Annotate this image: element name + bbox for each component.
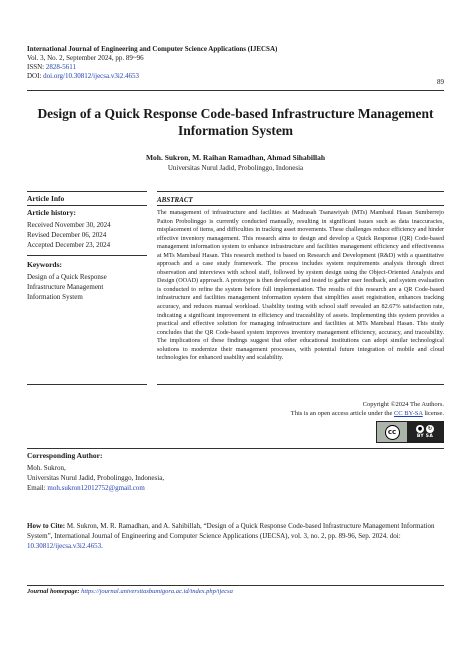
footer-rule: [27, 585, 444, 586]
issn-line: ISSN: 2828-5611: [27, 63, 76, 71]
cc-icon: cc: [385, 425, 400, 440]
abstract-rule: [157, 205, 444, 206]
journal-homepage: Journal homepage: https://journal.universitasbumigora.ac.id/index.php/ijecsa: [27, 588, 233, 595]
doi-line: DOI: doi.org/10.30812/ijecsa.v3i2.4653: [27, 72, 140, 80]
article-history-heading: Article history:: [27, 208, 76, 217]
keywords-heading: Keywords:: [27, 260, 62, 269]
corresponding-author: [27, 463, 164, 493]
author-email-line: Email: moh.sukron12012752@gmail.com: [27, 484, 145, 492]
cc-badge-text: BY SA: [416, 434, 434, 439]
doi-link[interactable]: doi.org/10.30812/ijecsa.v3i2.4653: [43, 72, 140, 80]
by-icon: ●: [417, 426, 423, 432]
header-divider: [27, 90, 444, 91]
corresponding-heading: Corresponding Author:: [27, 451, 103, 460]
article-info-top-rule: [27, 191, 147, 192]
article-history: [27, 220, 111, 250]
issn-link[interactable]: 2828-5611: [45, 63, 76, 71]
abstract-heading: ABSTRACT: [157, 196, 193, 204]
journal-name: International Journal of Engineering and Computer Science Applications (IJECSA): [27, 45, 278, 53]
keywords-list: Design of a Quick Response Infrastructure Management Information System: [27, 273, 107, 301]
author-email-link[interactable]: moh.sukron12012752@gmail.com: [47, 484, 145, 492]
corresponding-rule: [27, 448, 444, 449]
author-address: Universitas Nurul Jadid, Probolinggo, Indonesia,: [27, 474, 165, 482]
license-line: This is an open access article under the CC BY-SA license.: [290, 410, 444, 417]
share-alike-icon: ↻: [427, 426, 433, 432]
author-name: Moh. Sukron,: [27, 464, 66, 472]
authors: Moh. Sukron, M. Raihan Ramadhan, Ahmad Sihabillah: [145, 153, 326, 162]
journal-header: [27, 45, 277, 81]
homepage-link[interactable]: https://journal.universitasbumigora.ac.id/index.php/ijecsa: [81, 588, 233, 595]
article-info-bottom-rule: [27, 384, 147, 385]
revised-date: Revised December 06, 2024: [27, 231, 107, 239]
affiliation: Universitas Nurul Jadid, Probolinggo, Indonesia: [167, 164, 304, 172]
article-info-heading: Article Info: [27, 194, 65, 203]
abstract-bottom-rule: [157, 384, 444, 385]
abstract-top-rule: [157, 191, 444, 192]
copyright-line: Copyright ©2024 The Authors.: [362, 401, 444, 408]
cc-by-sa-badge[interactable]: [376, 421, 444, 443]
page-number: 89: [437, 78, 444, 86]
received-date: Received November 30, 2024: [27, 221, 111, 229]
paper-title: Design of a Quick Response Code-based Infrastructure Management Information System: [37, 106, 434, 138]
accepted-date: Accepted December 23, 2024: [27, 241, 111, 249]
copyright-notice: [291, 400, 444, 418]
volume-info: Vol. 3, No. 2, September 2024, pp. 89~96: [27, 54, 144, 62]
license-link[interactable]: CC BY-SA: [393, 410, 423, 417]
cite-doi-link[interactable]: 10.30812/ijecsa.v3i2.4653: [27, 542, 102, 550]
keywords-rule: [27, 255, 147, 256]
article-info-rule: [27, 205, 147, 206]
cite-label: How to Cite:: [27, 522, 66, 530]
abstract-text: The management of infrastructure and facilities at Madrasah Tsanawiyah (MTs) Mambaul Hasan Sumberrejo Paiton Probolinggo is currently conducted manually, resulting in significant issues such as data inaccuracies, misplacement of items, and difficulties in tracking asset movements. These challenges reduce efficiency and hinder effective inventory management. This research aims to design and develop a Quick Response (QR) Code-based management information system to enhance infrastructure and facilities management efficiency and effectiveness at MTs Mambaul Hasan. This research method is based on Research and Development (R&D) with a quantitative approach and a case study framework. The process includes system requirements analysis through direct observation and interviews with school staff, followed by system design using the Object-Oriented Analysis and Design (OOAD) approach. A prototype is then developed and tested to gather user feedback, and system evaluation is conducted to refine the system before full implementation. The results of this research are a QR Code-based infrastructure and facilities management information system that simplifies asset registration, enhances tracking accuracy, and reduces manual workload. Usability testing with school staff revealed an 82.67% satisfaction rate, indicating a significant improvement in efficiency and traceability of assets. Implementing this system provides a practical and effective solution for managing infrastructure and facilities at MTs Mambaul Hasan. This study concludes that the QR Code-based system improves inventory management efficiency, accuracy, and traceability. The implications of these findings suggest that other educational institutions can adopt similar technological solutions to modernize their management processes, with potential future integration of mobile and cloud technologies for enhanced usability and scalability.: [157, 209, 444, 362]
how-to-cite: How to Cite: M. Sukron, M. R. Ramadhan, and A. Sahibillah, “Design of a Quick Response Code-based Infrastructure Management Information System”, International Journal of Engineering and Computer Science Applications (IJECSA), vol. 3, no. 2, pp. 89-96, Sep. 2024. doi: 10.30812/ijecsa.v3i2.4653.: [27, 522, 435, 550]
